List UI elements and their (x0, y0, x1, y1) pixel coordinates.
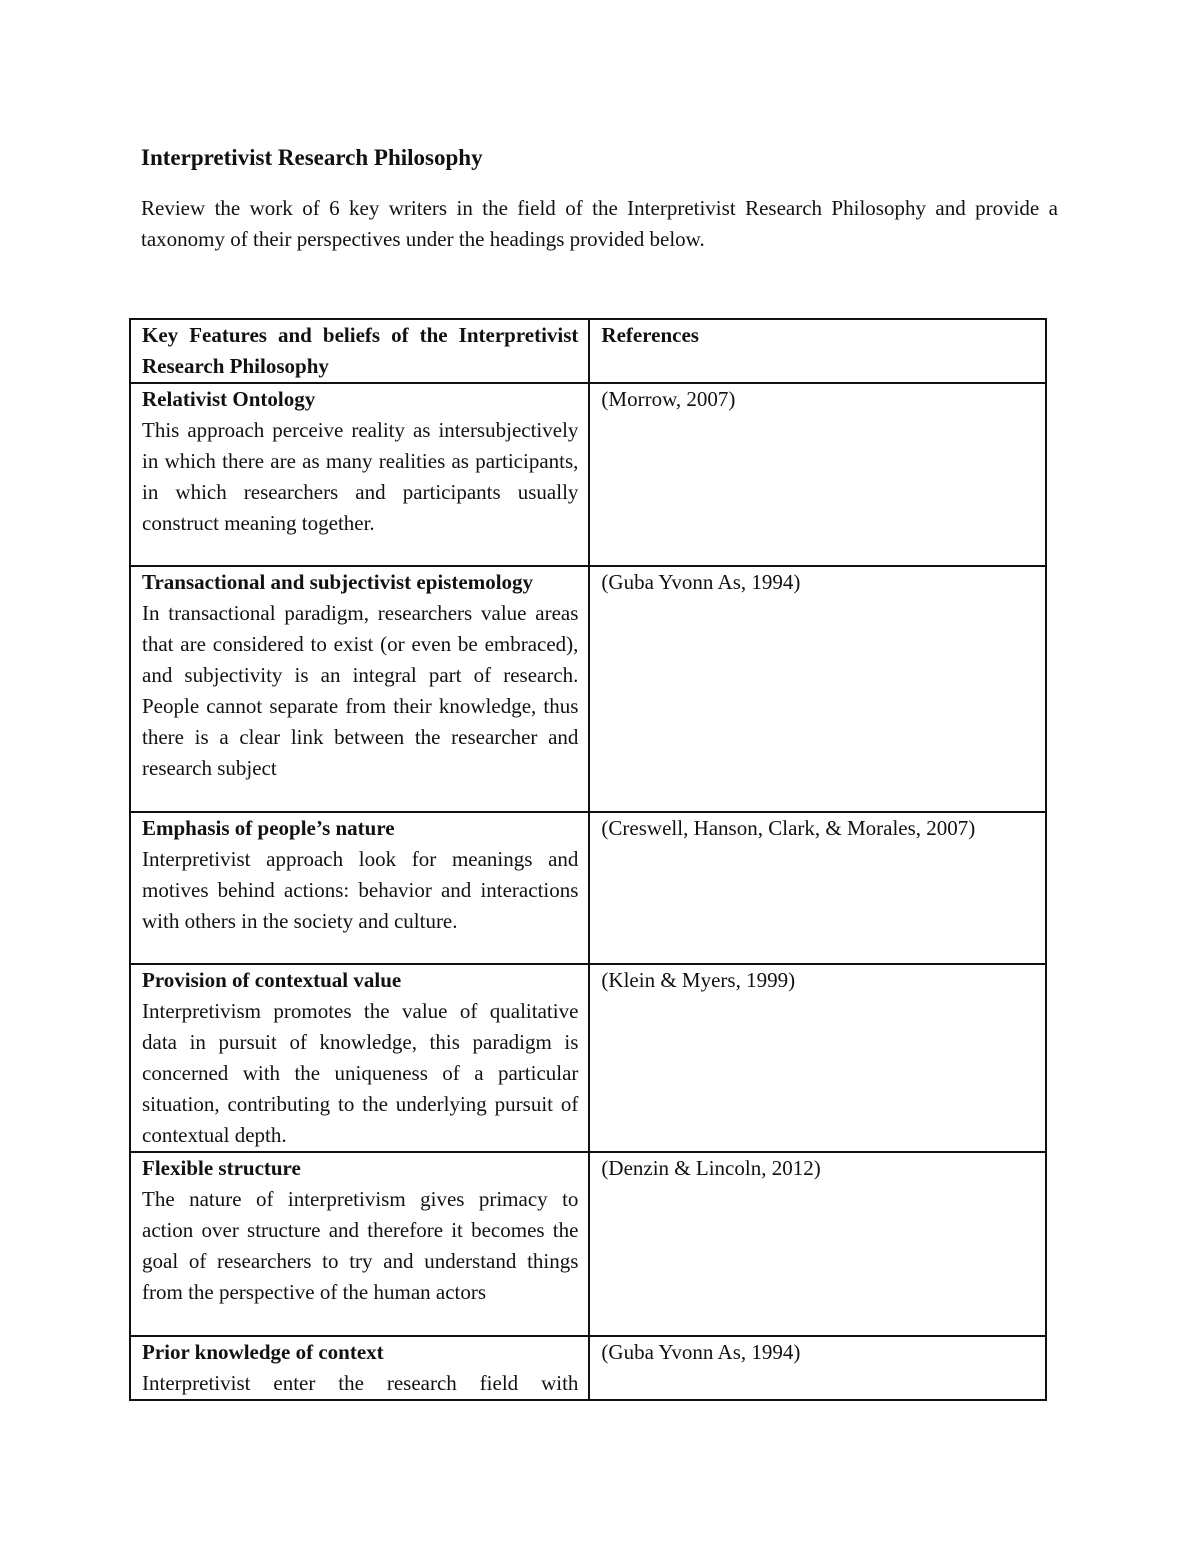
feature-cell (130, 1152, 589, 1336)
feature-cell (130, 812, 589, 964)
reference-cell (589, 566, 1046, 812)
table-row (130, 964, 1046, 1152)
feature-heading: Relativist Ontology (142, 387, 316, 411)
table-row (130, 1152, 1046, 1336)
intro-paragraph: Review the work of 6 key writers in the field of the Interpretivist Research Philosophy and provide a taxonomy of their perspectives under the headings provided below. (141, 196, 1058, 251)
feature-cell (130, 1336, 589, 1400)
reference-cell (589, 383, 1046, 566)
feature-heading: Provision of contextual value (142, 968, 402, 992)
reference-text: (Creswell, Hanson, Clark, & Morales, 2007) (601, 816, 976, 840)
reference-cell (589, 812, 1046, 964)
feature-description: Interpretivist enter the research field with (142, 1371, 579, 1395)
feature-cell (130, 383, 589, 566)
reference-cell (589, 964, 1046, 1152)
header-references-label: References (601, 323, 699, 347)
page-title: Interpretivist Research Philosophy (141, 145, 483, 170)
feature-cell (130, 964, 589, 1152)
reference-text: (Morrow, 2007) (601, 387, 736, 411)
feature-heading: Transactional and subjectivist epistemology (142, 570, 534, 594)
feature-description: This approach perceive reality as intersubjectively in which there are as many realities as participants, in which researchers and participants usually construct meaning together. (142, 418, 579, 535)
header-references-cell (589, 319, 1046, 383)
feature-cell (130, 566, 589, 812)
reference-text: (Denzin & Lincoln, 2012) (601, 1156, 821, 1180)
header-features-label: Key Features and beliefs of the Interpretivist Research Philosophy (142, 323, 579, 378)
feature-heading: Emphasis of people’s nature (142, 816, 395, 840)
table-row (130, 1336, 1046, 1400)
feature-description: In transactional paradigm, researchers value areas that are considered to exist (or even be embraced), and subjectivity is an integral part of research. People cannot separate from their knowledge, thus there is a clear link between the researcher and research subject (142, 601, 579, 780)
taxonomy-table (129, 318, 1047, 1401)
feature-description: Interpretivism promotes the value of qualitative data in pursuit of knowledge, this paradigm is concerned with the uniqueness of a particular situation, contributing to the underlying pursuit of contextual depth. (142, 999, 579, 1147)
feature-heading: Flexible structure (142, 1156, 301, 1180)
feature-description: Interpretivist approach look for meanings and motives behind actions: behavior and interactions with others in the society and culture. (142, 847, 579, 933)
feature-description: The nature of interpretivism gives primacy to action over structure and therefore it becomes the goal of researchers to try and understand things from the perspective of the human actors (142, 1187, 579, 1304)
reference-cell (589, 1336, 1046, 1400)
table-header-row (130, 319, 1046, 383)
reference-text: (Klein & Myers, 1999) (601, 968, 796, 992)
reference-text: (Guba Yvonn As, 1994) (601, 570, 801, 594)
table-row (130, 566, 1046, 812)
table-row (130, 383, 1046, 566)
table-row (130, 812, 1046, 964)
header-features-cell (130, 319, 589, 383)
feature-heading: Prior knowledge of context (142, 1340, 384, 1364)
reference-cell (589, 1152, 1046, 1336)
reference-text: (Guba Yvonn As, 1994) (601, 1340, 801, 1364)
